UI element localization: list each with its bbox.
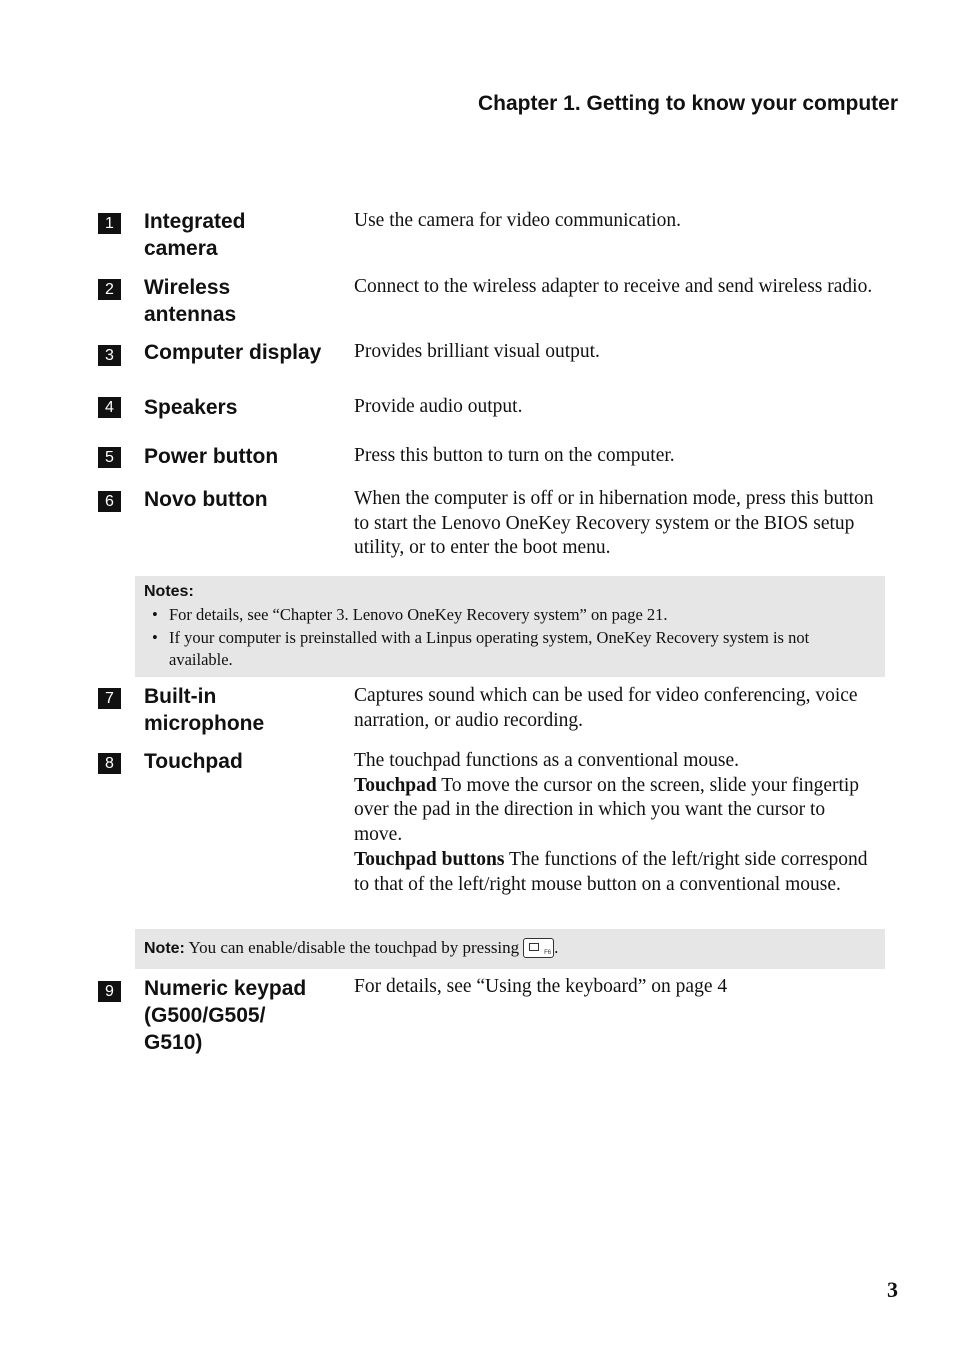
notes-bullet: • For details, see “Chapter 3. Lenovo OneKey Recovery system” on page 21.: [144, 604, 875, 627]
item-number-badge: 1: [98, 213, 121, 234]
item-number-badge: 5: [98, 447, 121, 468]
item-description: Use the camera for video communication.: [354, 210, 682, 231]
notes-list: [144, 604, 875, 672]
chapter-header: Chapter 1. Getting to know your computer: [477, 92, 898, 115]
item-description: Provide audio output.: [354, 396, 523, 417]
item-description: Captures sound which can be used for video conferencing, voice narration, or audio recording.: [354, 685, 858, 731]
touchpad-label: Touchpad: [354, 774, 437, 796]
item-number-badge: 7: [98, 688, 121, 709]
item-term: Speakers: [144, 396, 238, 419]
item-number-badge: 2: [98, 279, 121, 300]
item-term: Built-in microphone: [144, 685, 265, 735]
item-description: When the computer is off or in hibernation mode, press this button to start the Lenovo OneKey Recovery system or the BIOS setup utility, or to enter the boot menu.: [354, 488, 874, 559]
item-number-badge: 3: [98, 345, 121, 366]
item-term: Integrated camera: [144, 210, 246, 260]
item-term: Numeric keypad (G500/G505/ G510): [144, 977, 307, 1054]
item-term: Power button: [144, 445, 279, 468]
item-term: Touchpad: [144, 750, 243, 773]
touchpad-toggle-key-icon: F6: [523, 938, 554, 958]
item-term: Novo button: [144, 488, 268, 511]
touchpad-buttons-label: Touchpad buttons: [354, 848, 505, 870]
notes-box: [135, 576, 885, 677]
item-number-badge: 8: [98, 753, 121, 774]
note-label: Note:: [144, 940, 185, 957]
item-number-badge: 9: [98, 981, 121, 1002]
item-description: The touchpad functions as a conventional mouse. Touchpad To move the cursor on the screen, slide your fingertip over the pad in the direction in which you want the cursor to move. Touchpad buttons The functions of the left/right side correspond to that of the left/right mouse button on a conventional mouse.: [354, 750, 868, 895]
item-description: For details, see “Using the keyboard” on page 4: [354, 976, 728, 997]
item-description: Connect to the wireless adapter to receive and send wireless radio.: [354, 276, 873, 297]
item-number-badge: 6: [98, 491, 121, 512]
item-term: Wireless antennas: [144, 276, 237, 326]
page-number: 3: [887, 1277, 898, 1302]
note-box: Note: You can enable/disable the touchpad by pressing F6 .: [135, 929, 885, 969]
notes-bullet: • If your computer is preinstalled with a Linpus operating system, OneKey Recovery system is not available.: [144, 627, 875, 672]
note-text: You can enable/disable the touchpad by pressing: [184, 938, 520, 957]
item-description: Provides brilliant visual output.: [354, 341, 600, 362]
item-number-badge: 4: [98, 397, 121, 418]
item-description: Press this button to turn on the computer.: [354, 445, 675, 466]
notes-title: Notes:: [144, 583, 194, 600]
item-term: Computer display: [144, 341, 322, 364]
